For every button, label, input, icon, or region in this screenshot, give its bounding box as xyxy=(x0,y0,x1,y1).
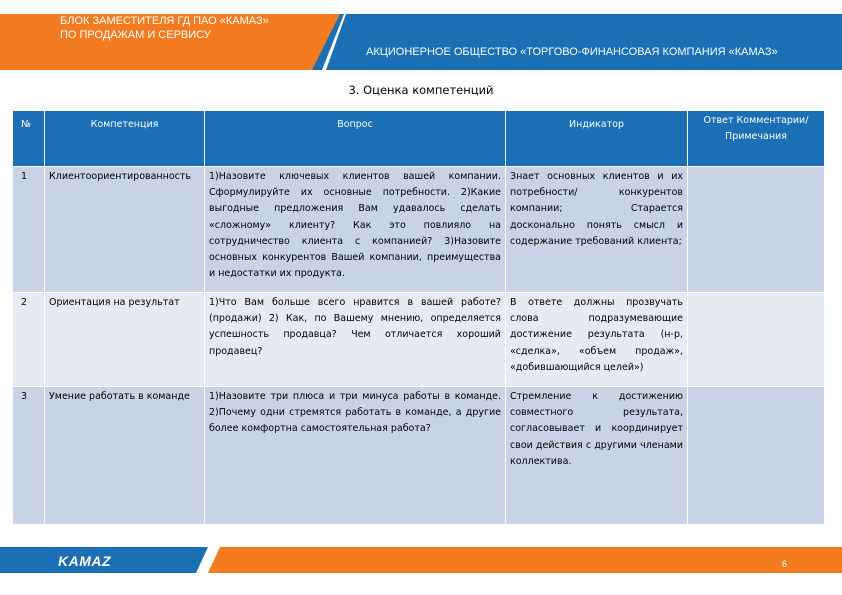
table-row xyxy=(13,293,825,387)
table-header-row xyxy=(13,111,825,167)
header-question: Вопрос xyxy=(205,111,506,167)
kamaz-logo: KAMAZ xyxy=(58,553,112,569)
row-num: 2 xyxy=(13,293,45,387)
row-question: 1)Что Вам больше всего нравится в вашей работе? (продажи) 2) Как, по Вашему мнению, определяется успешность продавца? Чем отличается хороший продавец? xyxy=(205,293,506,387)
row-indicator: Стремление к достижению совместного результата, согласовывает и координирует свои действия с другими членами коллектива. xyxy=(506,387,688,525)
header-blue-block xyxy=(312,14,842,70)
row-competence: Клиентоориентированность xyxy=(45,167,205,293)
row-indicator: Знает основных клиентов и их потребности/ конкурентов компании; Старается досконально понять смысл и содержание требований клиента; xyxy=(506,167,688,293)
competence-table xyxy=(12,110,825,525)
header-department-line1: БЛОК ЗАМЕСТИТЕЛЯ ГД ПАО «КАМАЗ» xyxy=(60,15,269,27)
page-number: 6 xyxy=(782,559,788,569)
footer-orange-block xyxy=(208,547,842,573)
table-row xyxy=(13,167,825,293)
row-competence: Ориентация на результат xyxy=(45,293,205,387)
row-num: 3 xyxy=(13,387,45,525)
row-question: 1)Назовите ключевых клиентов вашей компании. Сформулируйте их основные потребности. 2)Какие выгодные предложения Вам удавалось сделать «сложному» клиенту? Как это повлияло на сотрудничество клиента с компанией? 3)Назовите основных конкурентов Вашей компании, преимущества и недостатки их продукта. xyxy=(205,167,506,293)
header-department xyxy=(60,14,269,42)
header-competence: Компетенция xyxy=(45,111,205,167)
header-answer: Ответ Комментарии/ Примечания xyxy=(688,111,825,167)
row-competence: Умение работать в команде xyxy=(45,387,205,525)
row-indicator: В ответе должны прозвучать слова подразумевающие достижение результата (н-р, «сделка», «объем продаж», «добившающийся целей») xyxy=(506,293,688,387)
row-question: 1)Назовите три плюса и три минуса работы в команде. 2)Почему одни стремятся работать в команде, а другие более комфортна самостоятельная работа? xyxy=(205,387,506,525)
row-answer[interactable] xyxy=(688,167,825,293)
page-title: 3. Оценка компетенций xyxy=(348,83,494,97)
header-num: № xyxy=(13,111,45,167)
header-department-line2: ПО ПРОДАЖАМ И СЕРВИСУ xyxy=(60,29,211,41)
header-company-title: АКЦИОНЕРНОЕ ОБЩЕСТВО «ТОРГОВО-ФИНАНСОВАЯ КОМПАНИЯ «КАМАЗ» xyxy=(366,46,778,58)
row-answer[interactable] xyxy=(688,387,825,525)
table-row xyxy=(13,387,825,525)
row-answer[interactable] xyxy=(688,293,825,387)
footer-band xyxy=(0,547,842,573)
header-indicator: Индикатор xyxy=(506,111,688,167)
row-num: 1 xyxy=(13,167,45,293)
